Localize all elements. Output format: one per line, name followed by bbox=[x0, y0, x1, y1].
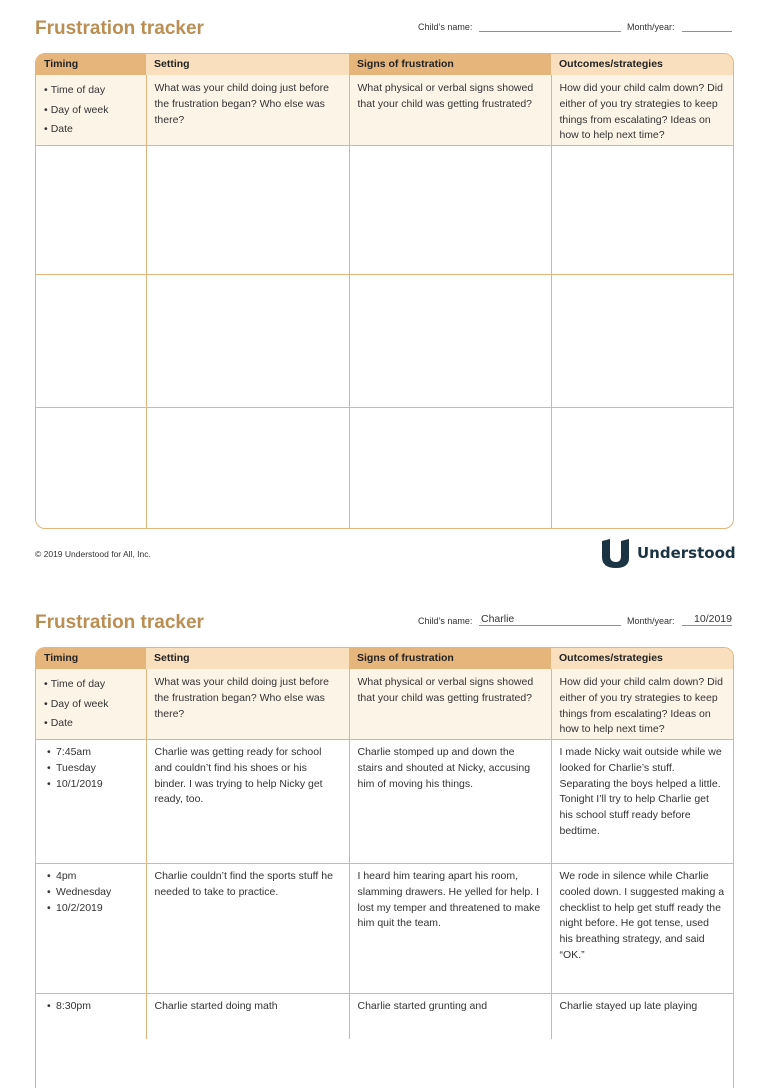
brand-name: Understood bbox=[637, 544, 736, 562]
table-row bbox=[36, 994, 733, 1040]
month-year-field[interactable] bbox=[627, 22, 675, 32]
timing-item: • Day of week bbox=[44, 695, 138, 715]
col-header-timing: Timing bbox=[36, 648, 146, 669]
child-name-field[interactable] bbox=[418, 22, 472, 32]
tracker-table bbox=[35, 53, 734, 529]
table-cell[interactable] bbox=[146, 408, 349, 529]
table-cell[interactable] bbox=[36, 408, 146, 529]
table-cell[interactable] bbox=[551, 275, 733, 408]
table-cell[interactable] bbox=[551, 408, 733, 529]
setting-desc: What was your child doing just before the frustration began? Who else was there? bbox=[146, 75, 349, 146]
timing-item: • Time of day bbox=[44, 81, 138, 101]
col-header-outcomes: Outcomes/strategies bbox=[551, 648, 733, 669]
month-year-input[interactable] bbox=[682, 19, 732, 32]
entry-timing[interactable] bbox=[36, 740, 146, 864]
child-name-input[interactable]: Charlie bbox=[479, 613, 621, 626]
col-header-signs: Signs of frustration bbox=[349, 54, 551, 75]
entry-outcomes[interactable]: We rode in silence while Charlie cooled down. I suggested making a checklist to help get stuff ready the night before. He got tense, used his breathing strategy, and said “OK.” bbox=[551, 864, 733, 994]
outcomes-desc: How did your child calm down? Did either of you try strategies to keep things from escalating? Ideas on how to help next time? bbox=[551, 669, 733, 740]
table-cell[interactable] bbox=[349, 146, 551, 275]
table-row bbox=[36, 146, 733, 275]
entry-timing[interactable] bbox=[36, 864, 146, 994]
month-year-label: Month/year: bbox=[627, 616, 675, 626]
entry-outcomes[interactable]: I made Nicky wait outside while we looked for Charlie’s stuff. Separating the boys helped a little. Tonight I’ll try to help Charlie get his school stuff ready before bedtime. bbox=[551, 740, 733, 864]
entry-timing-item: • 7:45am bbox=[44, 745, 138, 761]
timing-item: • Date bbox=[44, 120, 138, 140]
col-header-setting: Setting bbox=[146, 54, 349, 75]
entry-timing[interactable] bbox=[36, 994, 146, 1040]
entry-timing-item: • Tuesday bbox=[44, 761, 138, 777]
table-row bbox=[36, 408, 733, 529]
entry-timing-item: • 10/2/2019 bbox=[44, 901, 138, 917]
setting-desc: What was your child doing just before the frustration began? Who else was there? bbox=[146, 669, 349, 740]
month-year-field[interactable] bbox=[627, 613, 732, 626]
description-row bbox=[36, 669, 733, 740]
entry-signs[interactable]: Charlie stomped up and down the stairs and shouted at Nicky, accusing him of moving his things. bbox=[349, 740, 551, 864]
copyright: © 2019 Understood for All, Inc. bbox=[35, 549, 151, 559]
entry-setting[interactable]: Charlie was getting ready for school and couldn’t find his shoes or his binder. I was trying to help Nicky get ready, too. bbox=[146, 740, 349, 864]
table-cell[interactable] bbox=[36, 275, 146, 408]
entry-timing-item: • Wednesday bbox=[44, 885, 138, 901]
form-title: Frustration tracker bbox=[35, 612, 204, 633]
entry-timing-item: • 4pm bbox=[44, 869, 138, 885]
outcomes-desc: How did your child calm down? Did either of you try strategies to keep things from escalating? Ideas on how to help next time? bbox=[551, 75, 733, 146]
entry-timing-item: • 8:30pm bbox=[44, 999, 138, 1015]
understood-logo-icon bbox=[599, 537, 631, 569]
header-row bbox=[36, 54, 733, 75]
entry-signs[interactable]: I heard him tearing apart his room, slamming drawers. He yelled for help. I lost my temper and threatened to make him quit the team. bbox=[349, 864, 551, 994]
col-header-timing: Timing bbox=[36, 54, 146, 75]
table-row bbox=[36, 864, 733, 994]
timing-item: • Time of day bbox=[44, 675, 138, 695]
table-cell[interactable] bbox=[146, 146, 349, 275]
col-header-setting: Setting bbox=[146, 648, 349, 669]
child-name-label: Child’s name: bbox=[418, 22, 473, 32]
header-row bbox=[36, 648, 733, 669]
entry-timing-item: • 10/1/2019 bbox=[44, 777, 138, 793]
table-cell[interactable] bbox=[146, 275, 349, 408]
col-header-outcomes: Outcomes/strategies bbox=[551, 54, 733, 75]
entry-setting[interactable]: Charlie couldn’t find the sports stuff he needed to take to practice. bbox=[146, 864, 349, 994]
timing-item: • Date bbox=[44, 714, 138, 734]
month-year-input[interactable]: 10/2019 bbox=[682, 613, 732, 626]
entry-signs[interactable]: Charlie started grunting and bbox=[349, 994, 551, 1040]
entry-outcomes[interactable]: Charlie stayed up late playing bbox=[551, 994, 733, 1040]
child-name-field[interactable] bbox=[418, 613, 515, 626]
description-row bbox=[36, 75, 733, 146]
child-name-label: Child’s name: bbox=[418, 616, 473, 626]
signs-desc: What physical or verbal signs showed that your child was getting frustrated? bbox=[349, 75, 551, 146]
child-name-input[interactable] bbox=[479, 19, 621, 32]
table-cell[interactable] bbox=[349, 408, 551, 529]
form-title: Frustration tracker bbox=[35, 18, 204, 39]
table-row bbox=[36, 275, 733, 408]
col-header-signs: Signs of frustration bbox=[349, 648, 551, 669]
example-form-page bbox=[0, 594, 768, 1024]
entry-setting[interactable]: Charlie started doing math bbox=[146, 994, 349, 1040]
tracker-table bbox=[35, 647, 734, 1088]
timing-item: • Day of week bbox=[44, 101, 138, 121]
table-cell[interactable] bbox=[36, 146, 146, 275]
month-year-label: Month/year: bbox=[627, 22, 675, 32]
table-cell[interactable] bbox=[349, 275, 551, 408]
understood-logo bbox=[599, 537, 736, 569]
table-cell[interactable] bbox=[551, 146, 733, 275]
signs-desc: What physical or verbal signs showed that your child was getting frustrated? bbox=[349, 669, 551, 740]
timing-desc bbox=[36, 75, 146, 146]
timing-desc bbox=[36, 669, 146, 740]
table-row bbox=[36, 740, 733, 864]
